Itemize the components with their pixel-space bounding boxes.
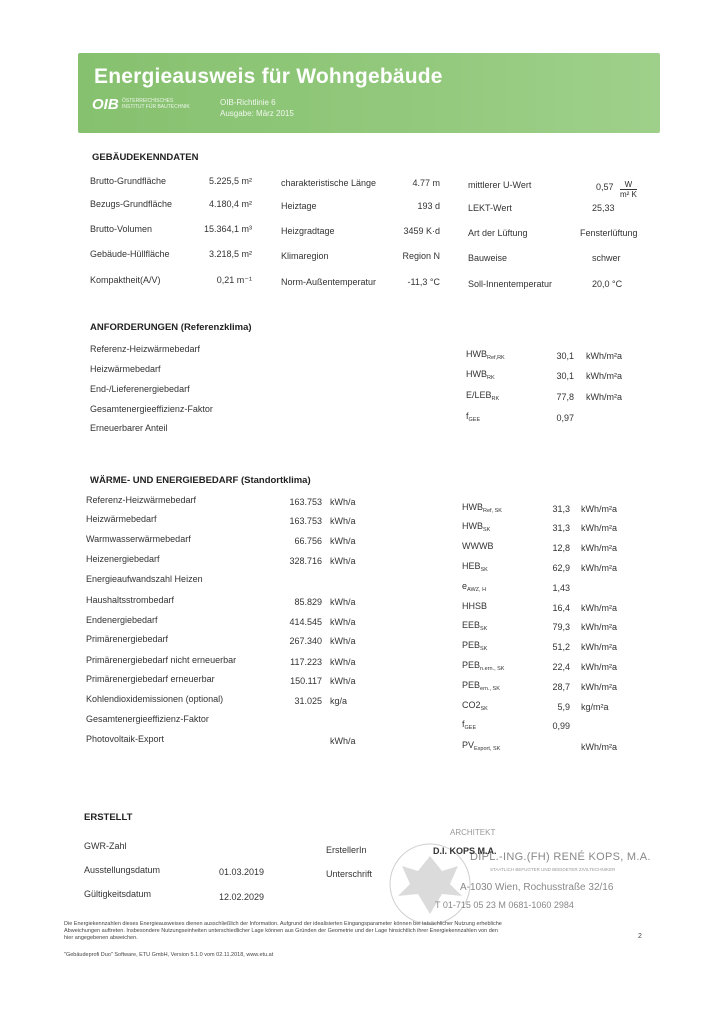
- waerme-unit: kWh/a: [330, 516, 356, 526]
- gebaeude-value: 4.77 m: [412, 178, 440, 188]
- edition-label: Ausgabe: März 2015: [220, 109, 294, 118]
- waerme-value: 66.756: [294, 536, 322, 546]
- gebaeude-value: 0,21 m⁻¹: [216, 275, 252, 285]
- section-heading-gebaeude: GEBÄUDEKENNDATEN: [92, 152, 199, 163]
- waerme-unit: kWh/m²a: [581, 682, 617, 692]
- waerme-label: Endenergiebedarf: [86, 615, 158, 625]
- stamp-qualification: STAATLICH BEFUGTER UND BEEIDETER ZIVILTECHNIKER: [490, 867, 616, 872]
- stamp-name: DIPL.-ING.(FH) RENÉ KOPS, M.A.: [470, 851, 651, 863]
- anforderungen-label: Referenz-Heizwärmebedarf: [90, 344, 201, 354]
- waerme-value: 328.716: [289, 556, 322, 566]
- waerme-label: Kohlendioxidemissionen (optional): [86, 694, 224, 704]
- waerme-symbol: $PV_{Export, SK}$: [462, 740, 501, 752]
- gebaeude-value: -11,3 °C: [407, 277, 440, 287]
- waerme-label: Haushaltsstrombedarf: [86, 595, 175, 605]
- gebaeude-label: Bauweise: [468, 253, 508, 263]
- ersteller-label: ErstellerIn: [326, 845, 367, 855]
- stamp-title: ARCHITEKT: [450, 828, 496, 837]
- anforderungen-value: 30,1: [556, 351, 574, 361]
- waerme-unit: kWh/m²a: [581, 662, 617, 672]
- page-number: 2: [638, 933, 642, 940]
- waerme-unit: kg/a: [330, 696, 348, 706]
- gebaeude-label: Art der Lüftung: [468, 228, 528, 238]
- gebaeude-label: LEKT-Wert: [468, 203, 512, 213]
- waerme-label: Primärenergiebedarf: [86, 634, 169, 644]
- waerme-symbol: $PEB_{ern., SK}$: [462, 680, 500, 692]
- footer-software: "Gebäudeprofi Duo" Software, ETU GmbH, Version 5.1.0 vom 02.11.2018, www.etu.at: [64, 952, 274, 958]
- waerme-unit: kWh/m²a: [581, 543, 617, 553]
- waerme-value: 31,3: [552, 523, 570, 533]
- waerme-unit: kWh/a: [330, 736, 356, 746]
- waerme-symbol: $HEB_{SK}$: [462, 561, 488, 573]
- waerme-unit: kWh/a: [330, 636, 356, 646]
- gebaeude-label: Heizgradtage: [281, 226, 335, 236]
- unterschrift-label: Unterschrift: [326, 869, 373, 879]
- anforderungen-value: 77,8: [556, 392, 574, 402]
- waerme-symbol: $PEB_{SK}$: [462, 640, 488, 652]
- gebaeude-value: Fensterlüftung: [580, 228, 638, 238]
- gebaeude-value: 5.225,5 m²: [208, 176, 252, 186]
- footer-note-1: Die Energiekennzahlen dieses Energieausweises dienen ausschließlich der Information. Aufgrund der idealisierten Eingangsparameter können bei tatsächlicher Nutzung erhebliche: [64, 921, 502, 927]
- waerme-value: 16,4: [552, 603, 570, 613]
- footer-note-2: Abweichungen auftreten. Insbesondere Nutzungseinheiten unterschiedlicher Lage können aus Gründen der Geometrie und der Lage hinsichtlich ihrer Energiekennzahlen von den: [64, 928, 498, 934]
- waerme-unit: kWh/a: [330, 617, 356, 627]
- anforderungen-symbol: $HWB_{RK}$: [466, 369, 495, 381]
- waerme-symbol: $HWB_{SK}$: [462, 521, 491, 533]
- anforderungen-symbol: $f_{GEE}$: [466, 411, 481, 423]
- waerme-label: Warmwasserwärmebedarf: [86, 534, 191, 544]
- gebaeude-value: 25,33: [592, 203, 615, 213]
- waerme-value: 267.340: [289, 636, 322, 646]
- waerme-label: Primärenergiebedarf erneuerbar: [86, 674, 215, 684]
- ausstellungsdatum-label: Ausstellungsdatum: [84, 865, 161, 875]
- gueltigkeitsdatum-label: Gültigkeitsdatum: [84, 889, 152, 899]
- gebaeude-label: Norm-Außentemperatur: [281, 277, 377, 287]
- waerme-label: Heizenergiebedarf: [86, 554, 160, 564]
- waerme-value: 31.025: [294, 696, 322, 706]
- waerme-value: 117.223: [290, 657, 322, 667]
- waerme-label: Photovoltaik-Export: [86, 734, 165, 744]
- anforderungen-symbol: $HWB_{Ref,RK}$: [466, 349, 505, 361]
- anforderungen-value: 30,1: [556, 371, 574, 381]
- waerme-unit: kWh/m²a: [581, 603, 617, 613]
- gebaeude-value: Region N: [402, 251, 440, 261]
- waerme-unit: kWh/m²a: [581, 563, 617, 573]
- waerme-symbol: $EEB_{SK}$: [462, 620, 488, 632]
- gebaeude-label: Bezugs-Grundfläche: [90, 199, 173, 209]
- waerme-value: 414.545: [289, 617, 322, 627]
- waerme-unit: kWh/m²a: [581, 642, 617, 652]
- anforderungen-unit: kWh/m²a: [586, 371, 622, 381]
- waerme-unit: kWh/a: [330, 657, 356, 667]
- section-heading-anforderungen: ANFORDERUNGEN (Referenzklima): [90, 322, 252, 333]
- gebaeude-value: 193 d: [417, 201, 440, 211]
- gebaeude-label: charakteristische Länge: [281, 178, 377, 188]
- waerme-value: 85.829: [294, 597, 322, 607]
- gebaeude-label: Brutto-Grundfläche: [90, 176, 167, 186]
- section-heading-waerme: WÄRME- UND ENERGIEBEDARF (Standortklima): [90, 475, 311, 486]
- anforderungen-label: End-/Lieferenergiebedarf: [90, 384, 190, 394]
- waerme-symbol: HHSB: [462, 601, 488, 611]
- waerme-symbol: $f_{GEE}$: [462, 719, 477, 731]
- waerme-unit: kWh/m²a: [581, 622, 617, 632]
- waerme-value: 51,2: [552, 642, 570, 652]
- footer-note-3: hier angegebenen abweichen.: [64, 935, 138, 941]
- uwert-unit: $\frac{W}{\text{m² K}}$: [620, 180, 637, 199]
- header-banner: [78, 53, 660, 133]
- waerme-label: Energieaufwandszahl Heizen: [86, 574, 203, 584]
- waerme-label: Primärenergiebedarf nicht erneuerbar: [86, 655, 237, 665]
- gebaeude-value: 3459 K·d: [403, 226, 440, 236]
- waerme-value: 150.117: [290, 676, 322, 686]
- gebaeude-value: schwer: [592, 253, 621, 263]
- gebaeude-value: 15.364,1 m³: [203, 224, 252, 234]
- waerme-value: 22,4: [552, 662, 570, 672]
- gebaeude-label: Brutto-Volumen: [90, 224, 153, 234]
- waerme-value: 163.753: [289, 516, 322, 526]
- waerme-value: 31,3: [552, 504, 570, 514]
- gebaeude-label: Heiztage: [281, 201, 317, 211]
- gebaeude-label: mittlerer U-Wert: [468, 180, 532, 190]
- oib-logo-subtitle: ÖSTERREICHISCHES INSTITUT FÜR BAUTECHNIK: [122, 98, 190, 110]
- waerme-value: 12,8: [552, 543, 570, 553]
- waerme-unit: kWh/a: [330, 497, 356, 507]
- waerme-unit: kWh/a: [330, 597, 356, 607]
- waerme-symbol: WWWB: [462, 541, 494, 551]
- gebaeude-label: Soll-Innentemperatur: [468, 279, 553, 289]
- waerme-unit: kWh/m²a: [581, 742, 617, 752]
- anforderungen-value: 0,97: [556, 413, 574, 423]
- gebaeude-label: Klimaregion: [281, 251, 329, 261]
- waerme-value: 0,99: [552, 721, 570, 731]
- stamp-phone: T 01-715 05 23 M 0681-1060 2984: [435, 900, 574, 910]
- anforderungen-label: Heizwärmebedarf: [90, 364, 161, 374]
- waerme-symbol: $PEB_{n.ern., SK}$: [462, 660, 505, 672]
- gebaeude-value: 3.218,5 m²: [208, 249, 252, 259]
- waerme-symbol: $e_{AWZ, H}$: [462, 581, 487, 593]
- gebaeude-value: 0,57: [596, 182, 614, 192]
- waerme-value: 163.753: [289, 497, 322, 507]
- gebaeude-value: 20,0 °C: [592, 279, 623, 289]
- oib-logo: OIB: [92, 96, 119, 113]
- waerme-unit: kWh/m²a: [581, 523, 617, 533]
- waerme-label: Gesamtenergieeffizienz-Faktor: [86, 714, 209, 724]
- guideline-label: OIB-Richtlinie 6: [220, 98, 276, 107]
- gueltigkeitsdatum-value: 12.02.2029: [219, 892, 265, 902]
- waerme-unit: kWh/a: [330, 536, 356, 546]
- waerme-unit: kWh/a: [330, 556, 356, 566]
- anforderungen-symbol: $E/LEB_{RK}$: [466, 390, 500, 402]
- waerme-value: 28,7: [552, 682, 570, 692]
- ausstellungsdatum-value: 01.03.2019: [219, 867, 265, 877]
- gebaeude-label: Gebäude-Hüllfläche: [90, 249, 170, 259]
- waerme-value: 79,3: [552, 622, 570, 632]
- waerme-value: 1,43: [552, 583, 570, 593]
- gebaeude-value: 4.180,4 m²: [208, 199, 252, 209]
- waerme-unit: kWh/a: [330, 676, 356, 686]
- waerme-value: 62,9: [552, 563, 570, 573]
- section-heading-erstellt: ERSTELLT: [84, 812, 133, 823]
- anforderungen-label: Gesamtenergieeffizienz-Faktor: [90, 404, 213, 414]
- waerme-symbol: $HWB_{Ref, SK}$: [462, 502, 502, 514]
- ersteller-value: D.I. KOPS M.A.: [433, 846, 497, 856]
- waerme-label: Referenz-Heizwärmebedarf: [86, 495, 197, 505]
- waerme-unit: kWh/m²a: [581, 504, 617, 514]
- stamp-address: A-1030 Wien, Rochusstraße 32/16: [460, 882, 614, 893]
- waerme-symbol: $CO2_{SK}$: [462, 700, 488, 712]
- waerme-unit: kg/m²a: [581, 702, 609, 712]
- waerme-label: Heizwärmebedarf: [86, 514, 157, 524]
- document-title: Energieausweis für Wohngebäude: [94, 65, 443, 88]
- anforderungen-label: Erneuerbarer Anteil: [90, 423, 168, 433]
- gebaeude-label: Kompaktheit(A/V): [90, 275, 161, 285]
- anforderungen-unit: kWh/m²a: [586, 351, 622, 361]
- gwr-label: GWR-Zahl: [84, 841, 127, 851]
- anforderungen-unit: kWh/m²a: [586, 392, 622, 402]
- waerme-value: 5,9: [557, 702, 570, 712]
